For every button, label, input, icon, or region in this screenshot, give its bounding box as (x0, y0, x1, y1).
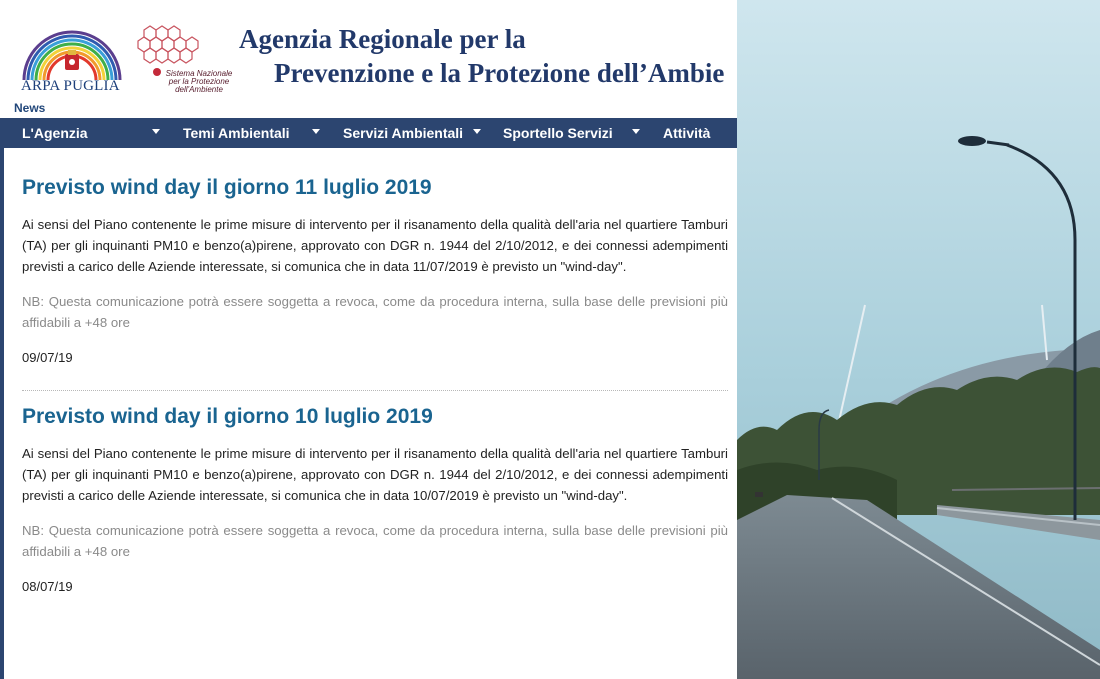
snpa-caption (149, 70, 249, 94)
street-lamp-head (958, 136, 986, 146)
news-article (22, 401, 728, 594)
nav-item-label: Temi Ambientali (183, 125, 290, 141)
section-label: News (14, 101, 46, 115)
article-date: 09/07/19 (22, 350, 73, 365)
road-photo-image (737, 0, 1100, 679)
page-left-border (0, 148, 4, 679)
snpa-caption-line: per la Protezione (168, 77, 230, 86)
article-body: Ai sensi del Piano contenente le prime misure di intervento per il risanamento della qualità dell'aria nel quartiere Tamburi (TA) per gli inquinanti PM10 e benzo(a)pirene, approvato con DGR n. 1944 del 2/10/2012, e dei connessi adempimenti previsti a carico delle Aziende interessate, si comunica che in data 10/07/2019 è previsto un "wind-day". (22, 446, 728, 503)
news-list (22, 172, 728, 594)
nav-item-agenzia[interactable] (22, 118, 88, 148)
chevron-down-icon[interactable] (152, 129, 160, 134)
nav-item-attivita[interactable] (663, 118, 710, 148)
nav-item-label: Attività (663, 125, 711, 141)
chevron-down-icon[interactable] (632, 129, 640, 134)
main-navigation (0, 118, 737, 148)
nav-item-label: Sportello Servizi (503, 125, 613, 141)
snpa-caption-line: dell'Ambiente (175, 85, 223, 94)
arpa-puglia-logo-text: ARPA PUGLIA (21, 78, 120, 94)
article-date: 08/07/19 (22, 579, 73, 594)
nav-item-servizi-ambientali[interactable] (343, 118, 463, 148)
site-header (0, 0, 737, 118)
nav-item-sportello-servizi[interactable] (503, 118, 613, 148)
article-body: Ai sensi del Piano contenente le prime misure di intervento per il risanamento della qualità dell'aria nel quartiere Tamburi (TA) per gli inquinanti PM10 e benzo(a)pirene, approvato con DGR n. 1944 del 2/10/2012, e dei connessi adempimenti previsti a carico delle Aziende interessate, si comunica che in data 11/07/2019 è previsto un "wind-day". (22, 217, 728, 274)
article-note: NB: Questa comunicazione potrà essere soggetta a revoca, come da procedura interna, sulla base delle previsioni più affidabili a +48 ore (22, 523, 728, 559)
article-title-link[interactable]: Previsto wind day il giorno 11 luglio 2019 (22, 176, 432, 199)
nav-item-label: L'Agenzia (22, 125, 88, 141)
article-divider (22, 390, 728, 391)
nav-item-label: Servizi Ambientali (343, 125, 464, 141)
article-title-link[interactable]: Previsto wind day il giorno 10 luglio 2019 (22, 405, 433, 428)
chevron-down-icon[interactable] (312, 129, 320, 134)
news-article (22, 172, 728, 365)
road-photo (737, 0, 1100, 679)
article-note: NB: Questa comunicazione potrà essere soggetta a revoca, come da procedura interna, sulla base delle previsioni più affidabili a +48 ore (22, 294, 728, 330)
snpa-caption-line: Sistema Nazionale (165, 69, 233, 78)
chevron-down-icon[interactable] (473, 129, 481, 134)
agency-name-line-1: Agenzia Regionale per la (239, 24, 526, 54)
agency-name-line-2: Prevenzione e la Protezione dell’Ambie (274, 58, 725, 88)
car (755, 492, 763, 497)
nav-item-temi-ambientali[interactable] (183, 118, 290, 148)
